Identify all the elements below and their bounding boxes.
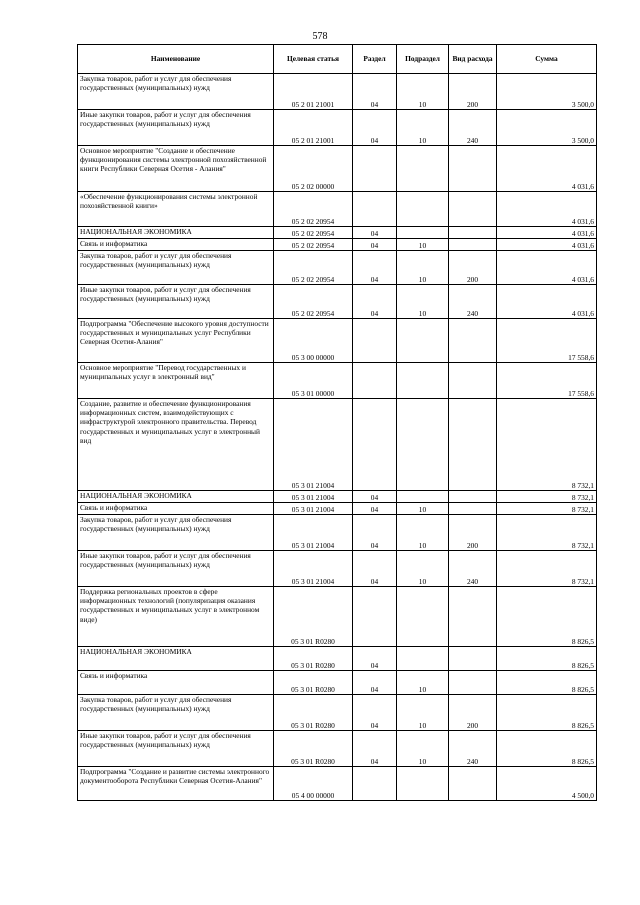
- table-row: [78, 399, 597, 491]
- cell-subsection: [397, 146, 449, 192]
- cell-section: [353, 192, 397, 227]
- cell-section: 04: [353, 503, 397, 515]
- cell-name: Основное мероприятие "Создание и обеспечение функционирования системы электронной похозяйственной книги Республики Северная Осетия - Алания": [78, 146, 274, 192]
- header-section: Раздел: [353, 45, 397, 74]
- cell-subsection: 10: [397, 74, 449, 110]
- table-row: [78, 515, 597, 551]
- cell-section: 04: [353, 731, 397, 767]
- table-row: [78, 551, 597, 587]
- cell-expense-type: [449, 239, 497, 251]
- cell-amount: 17 558,6: [497, 363, 597, 399]
- cell-expense-type: [449, 146, 497, 192]
- cell-name: Иные закупки товаров, работ и услуг для обеспечения государственных (муниципальных) нужд: [78, 551, 274, 587]
- cell-amount: 8 826,5: [497, 587, 597, 647]
- page-number: 578: [312, 31, 328, 42]
- cell-target: 05 2 02 20954: [274, 227, 353, 239]
- cell-section: [353, 587, 397, 647]
- cell-section: 04: [353, 74, 397, 110]
- cell-name: Иные закупки товаров, работ и услуг для обеспечения государственных (муниципальных) нужд: [78, 731, 274, 767]
- cell-target: 05 4 00 00000: [274, 767, 353, 801]
- cell-section: 04: [353, 491, 397, 503]
- cell-expense-type: [449, 319, 497, 363]
- cell-amount: 8 826,5: [497, 647, 597, 671]
- cell-name: Иные закупки товаров, работ и услуг для обеспечения государственных (муниципальных) нужд: [78, 285, 274, 319]
- cell-name: Закупка товаров, работ и услуг для обеспечения государственных (муниципальных) нужд: [78, 74, 274, 110]
- cell-section: 04: [353, 110, 397, 146]
- header-amount: Сумма: [497, 45, 597, 74]
- cell-subsection: [397, 647, 449, 671]
- cell-amount: 4 500,0: [497, 767, 597, 801]
- table-row: [78, 110, 597, 146]
- cell-amount: 8 826,5: [497, 731, 597, 767]
- cell-subsection: [397, 587, 449, 647]
- table-header-row: [78, 45, 597, 74]
- cell-section: 04: [353, 239, 397, 251]
- table-row: [78, 146, 597, 192]
- cell-subsection: 10: [397, 671, 449, 695]
- cell-target: 05 3 01 21004: [274, 503, 353, 515]
- table-row: [78, 192, 597, 227]
- cell-target: 05 3 01 R0280: [274, 587, 353, 647]
- table-row: [78, 503, 597, 515]
- cell-name: Закупка товаров, работ и услуг для обеспечения государственных (муниципальных) нужд: [78, 515, 274, 551]
- cell-subsection: [397, 363, 449, 399]
- cell-target: 05 2 02 20954: [274, 285, 353, 319]
- cell-name: «Обеспечение функционирования системы электронной похозяйственной книги»: [78, 192, 274, 227]
- cell-name: Подпрограмма "Создание и развитие системы электронного документооборота Республики Северная Осетия-Алания": [78, 767, 274, 801]
- cell-expense-type: [449, 192, 497, 227]
- cell-target: 05 2 02 20954: [274, 239, 353, 251]
- cell-name: Закупка товаров, работ и услуг для обеспечения государственных (муниципальных) нужд: [78, 251, 274, 285]
- table-row: [78, 239, 597, 251]
- cell-target: 05 2 01 21001: [274, 74, 353, 110]
- cell-target: 05 3 01 00000: [274, 363, 353, 399]
- cell-target: 05 3 01 21004: [274, 551, 353, 587]
- table-row: [78, 731, 597, 767]
- cell-section: [353, 146, 397, 192]
- table-row: [78, 491, 597, 503]
- table-row: [78, 285, 597, 319]
- cell-expense-type: 240: [449, 731, 497, 767]
- cell-subsection: [397, 319, 449, 363]
- cell-subsection: 10: [397, 503, 449, 515]
- table-row: [78, 695, 597, 731]
- cell-target: 05 3 01 R0280: [274, 671, 353, 695]
- cell-subsection: [397, 491, 449, 503]
- cell-target: 05 3 01 R0280: [274, 695, 353, 731]
- cell-amount: 4 031,6: [497, 285, 597, 319]
- cell-subsection: [397, 192, 449, 227]
- cell-name: Закупка товаров, работ и услуг для обеспечения государственных (муниципальных) нужд: [78, 695, 274, 731]
- cell-subsection: 10: [397, 110, 449, 146]
- cell-target: 05 3 01 R0280: [274, 647, 353, 671]
- cell-amount: 4 031,6: [497, 227, 597, 239]
- cell-section: 04: [353, 695, 397, 731]
- cell-expense-type: [449, 227, 497, 239]
- cell-target: 05 3 01 21004: [274, 399, 353, 491]
- cell-name: Подпрограмма "Обеспечение высокого уровня доступности государственных и муниципальных услуг Республики Северная Осетия-Алания": [78, 319, 274, 363]
- cell-amount: 4 031,6: [497, 146, 597, 192]
- header-target: Целевая статья: [274, 45, 353, 74]
- cell-expense-type: 200: [449, 74, 497, 110]
- budget-table: [77, 44, 597, 801]
- cell-amount: 4 031,6: [497, 251, 597, 285]
- cell-section: 04: [353, 551, 397, 587]
- cell-amount: 8 732,1: [497, 515, 597, 551]
- cell-name: НАЦИОНАЛЬНАЯ ЭКОНОМИКА: [78, 491, 274, 503]
- header-expense-type: Вид расхода: [449, 45, 497, 74]
- cell-expense-type: [449, 767, 497, 801]
- cell-subsection: 10: [397, 239, 449, 251]
- table-row: [78, 227, 597, 239]
- cell-target: 05 3 01 21004: [274, 491, 353, 503]
- cell-section: 04: [353, 285, 397, 319]
- cell-amount: 8 826,5: [497, 695, 597, 731]
- cell-name: Основное мероприятие "Перевод государственных и муниципальных услуг в электронный вид": [78, 363, 274, 399]
- cell-section: 04: [353, 671, 397, 695]
- cell-target: 05 3 01 21004: [274, 515, 353, 551]
- cell-expense-type: 200: [449, 515, 497, 551]
- cell-name: Поддержка региональных проектов в сфере информационных технологий (популяризация оказания государственных и муниципальных услуг в электронном виде): [78, 587, 274, 647]
- cell-subsection: [397, 227, 449, 239]
- table-row: [78, 671, 597, 695]
- cell-expense-type: 240: [449, 551, 497, 587]
- cell-subsection: 10: [397, 731, 449, 767]
- cell-name: Связь и информатика: [78, 239, 274, 251]
- cell-expense-type: [449, 587, 497, 647]
- cell-amount: 4 031,6: [497, 239, 597, 251]
- cell-target: 05 2 01 21001: [274, 110, 353, 146]
- table-row: [78, 587, 597, 647]
- cell-amount: 8 826,5: [497, 671, 597, 695]
- cell-expense-type: [449, 671, 497, 695]
- cell-name: НАЦИОНАЛЬНАЯ ЭКОНОМИКА: [78, 647, 274, 671]
- cell-section: 04: [353, 647, 397, 671]
- cell-name: Связь и информатика: [78, 671, 274, 695]
- cell-target: 05 2 02 20954: [274, 251, 353, 285]
- cell-section: [353, 363, 397, 399]
- cell-subsection: 10: [397, 251, 449, 285]
- cell-subsection: [397, 767, 449, 801]
- table-row: [78, 647, 597, 671]
- cell-name: НАЦИОНАЛЬНАЯ ЭКОНОМИКА: [78, 227, 274, 239]
- cell-amount: 4 031,6: [497, 192, 597, 227]
- cell-expense-type: [449, 503, 497, 515]
- cell-expense-type: [449, 399, 497, 491]
- cell-amount: 8 732,1: [497, 551, 597, 587]
- cell-target: 05 2 02 20954: [274, 192, 353, 227]
- cell-section: [353, 767, 397, 801]
- table-row: [78, 767, 597, 801]
- cell-section: 04: [353, 227, 397, 239]
- cell-subsection: 10: [397, 285, 449, 319]
- cell-target: 05 3 00 00000: [274, 319, 353, 363]
- cell-amount: 8 732,1: [497, 399, 597, 491]
- cell-amount: 8 732,1: [497, 491, 597, 503]
- cell-section: [353, 399, 397, 491]
- cell-amount: 3 500,0: [497, 110, 597, 146]
- cell-section: 04: [353, 251, 397, 285]
- cell-section: 04: [353, 515, 397, 551]
- cell-amount: 3 500,0: [497, 74, 597, 110]
- cell-expense-type: [449, 363, 497, 399]
- cell-name: Создание, развитие и обеспечение функционирования информационных систем, взаимодействующих с инфраструктурой электронного правительства. Перевод государственных и муниципальных услуг в электронный вид: [78, 399, 274, 491]
- cell-section: [353, 319, 397, 363]
- header-subsection: Подраздел: [397, 45, 449, 74]
- cell-expense-type: [449, 647, 497, 671]
- cell-subsection: 10: [397, 695, 449, 731]
- cell-expense-type: 240: [449, 285, 497, 319]
- cell-name: Связь и информатика: [78, 503, 274, 515]
- cell-amount: 8 732,1: [497, 503, 597, 515]
- cell-expense-type: 240: [449, 110, 497, 146]
- table-row: [78, 319, 597, 363]
- table-row: [78, 74, 597, 110]
- cell-expense-type: [449, 491, 497, 503]
- cell-expense-type: 200: [449, 695, 497, 731]
- table-row: [78, 363, 597, 399]
- cell-amount: 17 558,6: [497, 319, 597, 363]
- cell-subsection: [397, 399, 449, 491]
- cell-expense-type: 200: [449, 251, 497, 285]
- table-row: [78, 251, 597, 285]
- cell-subsection: 10: [397, 515, 449, 551]
- cell-subsection: 10: [397, 551, 449, 587]
- header-name: Наименование: [78, 45, 274, 74]
- cell-target: 05 2 02 00000: [274, 146, 353, 192]
- cell-target: 05 3 01 R0280: [274, 731, 353, 767]
- cell-name: Иные закупки товаров, работ и услуг для обеспечения государственных (муниципальных) нужд: [78, 110, 274, 146]
